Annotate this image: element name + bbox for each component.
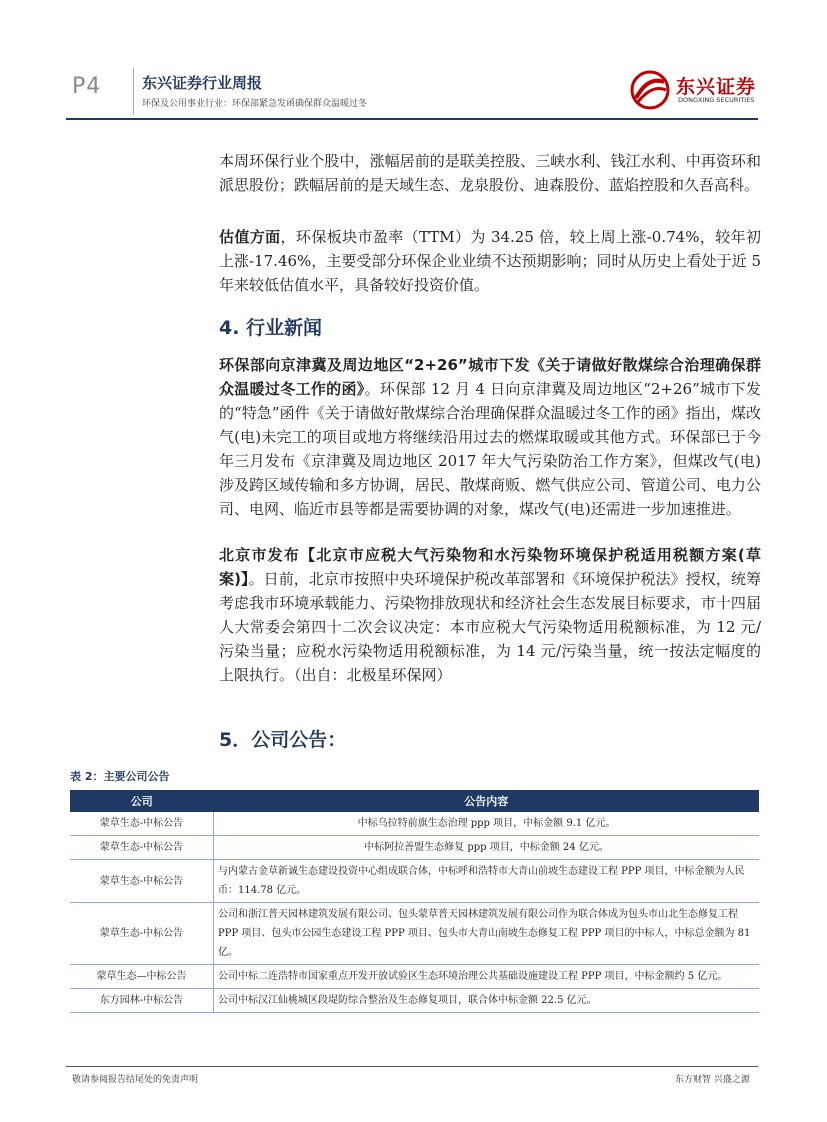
cell-company: 蒙草生态-中标公告 [70,836,214,860]
table-row [70,812,759,836]
footer-rule [66,1066,758,1067]
section-heading-industry-news: 4. 行业新闻 [219,317,323,339]
footer-slogan: 东方财智 兴盛之源 [675,1075,750,1085]
cell-content: 与内蒙古金草新诚生态建设投资中心组成联合体，中标呼和浩特市大青山前坡生态建设工程 PPP 项目，中标金额为人民币：114.78 亿元。 [214,860,760,903]
news-item [219,543,761,687]
report-title: 东兴证券行业周报 [142,74,263,92]
news-headline: 环保部向京津冀及周边地区“2+26”城市下发《关于请做好散煤综合治理确保群众温暖过冬工作的函》 [219,356,761,398]
news-headline: 北京市发布【北京市应税大气污染物和水污染物环境保护税适用税额方案(草案)】 [219,546,761,588]
cell-content: 公司中标二连浩特市国家重点开发开放试验区生态环境治理公共基础设施建设工程 PPP 项目，中标金额约 5 亿元。 [214,965,760,989]
cell-company: 蒙草生态-中标公告 [70,860,214,903]
paragraph-stock-movers: 本周环保行业个股中，涨幅居前的是联美控股、三峡水利、钱江水利、中再资环和派思股份；跌幅居前的是天域生态、龙泉股份、迪森股份、蓝焰控股和久吾高科。 [219,152,761,194]
cell-content: 公司中标汉江仙桃城区段堤防综合整治及生态修复项目，联合体中标金额 22.5 亿元。 [214,989,760,1013]
valuation-lead: 估值方面 [219,228,281,246]
cell-company: 蒙草生态-中标公告 [70,812,214,836]
report-subtitle: 环保及公用事业行业：环保部紧急发函确保群众温暖过冬 [142,99,368,109]
news-body: 。环保部 12 月 4 日向京津冀及周边地区“2+26”城市下发的“特急”函件《关于请做好散煤综合治理确保群众温暖过冬工作的函》指出，煤改气(电)未完工的项目或地方将继续沿用过去的燃煤取暖或其他方式。环保部已于今年三月发布《京津冀及周边地区 2017 年大气污染防治工作方案》，但煤改气(电)涉及跨区域传输和多方协调，居民、散煤商贩、燃气供应公司、管道公司、电力公司、电网、临近市县等都是需要协调的对象，煤改气(电)还需进一步加速推进。 [219,380,761,518]
news-body: 。日前，北京市按照中央环境保护税改革部署和《环境保护税法》授权，统筹考虑我市环境承载能力、污染物排放现状和经济社会生态发展目标要求，市十四届人大常委会第四十二次会议决定：本市应税大气污染物适用税额标准，为 12 元/污染当量；应税水污染物适用税额标准，为 14 元/污染当量，统一按法定幅度的上限执行。（出自：北极星环保网） [219,570,761,684]
column-header-company: 公司 [70,790,214,812]
paragraph-valuation [219,225,761,297]
table-row [70,989,759,1013]
cell-company: 东方园林-中标公告 [70,989,214,1013]
table-row [70,860,759,903]
table-row [70,903,759,965]
header-rule [66,118,758,120]
cell-content: 公司和浙江普天园林建筑发展有限公司、包头蒙草普天园林建筑发展有限公司作为联合体成为包头市山北生态修复工程 PPP 项目、包头市公园生态建设工程 PPP 项目、包头市大青山南坡生态修复工程 PPP 项目的中标人，中标总金额为 81 亿。 [214,903,760,965]
cell-company: 蒙草生态—中标公告 [70,965,214,989]
news-item [219,353,761,521]
announcements-table [70,790,759,1013]
table-row [70,965,759,989]
footer-disclaimer: 敬请参阅报告结尾处的免责声明 [72,1075,199,1085]
header-divider [133,68,134,115]
logo-text-en: DONGXING SECURITIES [678,96,755,104]
valuation-text: ，环保板块市盈率（TTM）为 34.25 倍，较上周上涨-0.74%，较年初上涨-17.46%，主要受部分环保企业业绩不达预期影响；同时从历史上看处于近 5 年来较低估值水平，具备较好投资价值。 [219,228,761,294]
company-logo [628,70,758,110]
column-header-content: 公告内容 [214,790,760,812]
logo-text: 东兴证券 [676,76,757,98]
table-row [70,836,759,860]
table-caption: 表 2：主要公司公告 [70,770,170,783]
logo-emblem-icon [628,70,672,110]
section-heading-company-announcements: 5．公司公告： [219,729,347,751]
cell-content: 中标乌拉特前旗生态治理 ppp 项目，中标金额 9.1 亿元。 [214,812,760,836]
cell-company: 蒙草生态-中标公告 [70,903,214,965]
cell-content: 中标阿拉善盟生态修复 ppp 项目，中标金额 24 亿元。 [214,836,760,860]
table-header-row [70,790,759,812]
page-number: P4 [72,74,102,99]
